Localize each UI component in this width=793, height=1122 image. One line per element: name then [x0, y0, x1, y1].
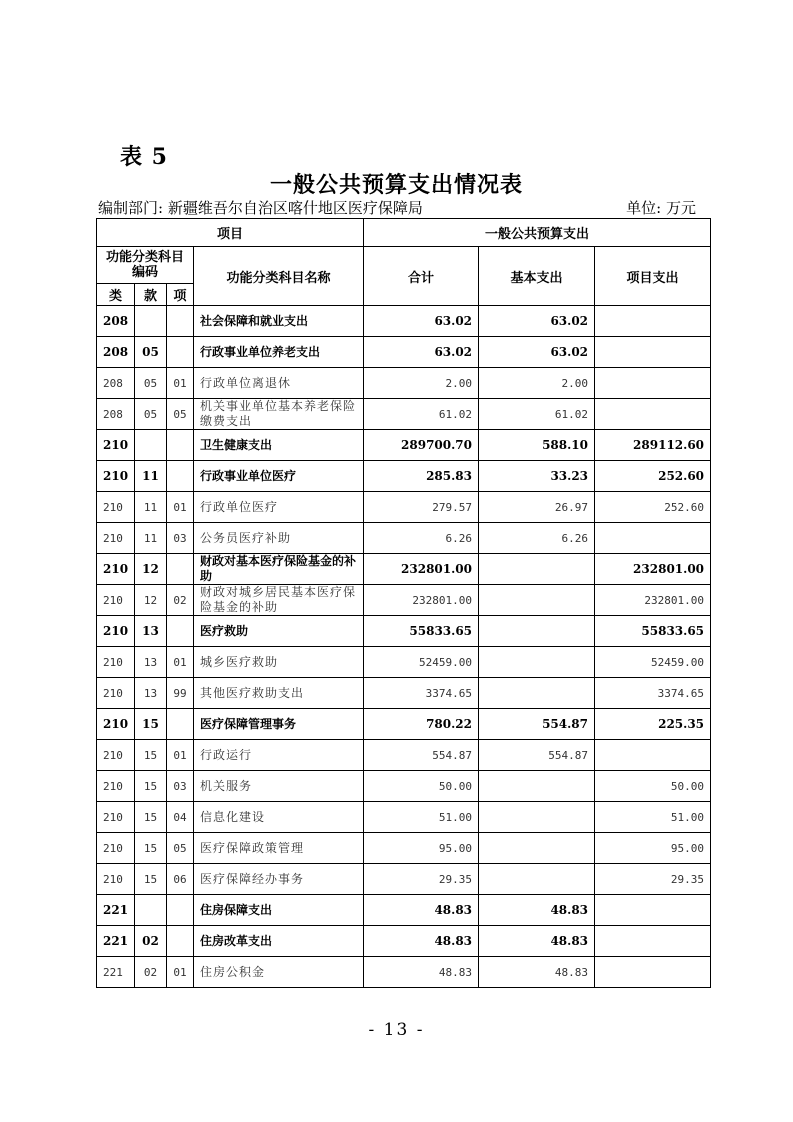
- total-cell: 289700.70: [364, 430, 479, 461]
- code-xiang-cell: 05: [167, 399, 194, 430]
- code-kuan-cell: 02: [135, 926, 167, 957]
- code-xiang-cell: 01: [167, 647, 194, 678]
- code-kuan-cell: 15: [135, 864, 167, 895]
- code-xiang-cell: [167, 306, 194, 337]
- code-lei-cell: 221: [97, 926, 135, 957]
- code-xiang-cell: 99: [167, 678, 194, 709]
- table-row: [97, 802, 711, 833]
- total-cell: 780.22: [364, 709, 479, 740]
- code-kuan-cell: 11: [135, 523, 167, 554]
- basic-expense-cell: [479, 585, 595, 616]
- table-row: [97, 771, 711, 802]
- basic-expense-cell: 554.87: [479, 740, 595, 771]
- total-cell: 63.02: [364, 337, 479, 368]
- code-xiang-cell: [167, 926, 194, 957]
- total-cell: 50.00: [364, 771, 479, 802]
- item-name-cell: 城乡医疗救助: [194, 647, 364, 678]
- table-row: [97, 554, 711, 585]
- code-lei-cell: 208: [97, 368, 135, 399]
- code-lei-cell: 208: [97, 337, 135, 368]
- basic-expense-cell: 6.26: [479, 523, 595, 554]
- code-kuan-cell: 12: [135, 554, 167, 585]
- item-name-cell: 社会保障和就业支出: [194, 306, 364, 337]
- code-xiang-cell: 01: [167, 957, 194, 988]
- code-kuan-cell: 05: [135, 399, 167, 430]
- item-name-cell: 住房改革支出: [194, 926, 364, 957]
- project-expense-cell: 51.00: [595, 802, 711, 833]
- code-lei-cell: 210: [97, 709, 135, 740]
- code-kuan-cell: 05: [135, 368, 167, 399]
- code-lei-cell: 210: [97, 647, 135, 678]
- project-expense-cell: [595, 306, 711, 337]
- code-xiang-cell: 01: [167, 368, 194, 399]
- table-row: [97, 492, 711, 523]
- table-row: [97, 957, 711, 988]
- total-cell: 95.00: [364, 833, 479, 864]
- basic-expense-cell: [479, 678, 595, 709]
- item-name-cell: 医疗保障政策管理: [194, 833, 364, 864]
- item-name-cell: 住房公积金: [194, 957, 364, 988]
- basic-expense-cell: 48.83: [479, 895, 595, 926]
- header-name-col: 功能分类科目名称: [194, 247, 364, 306]
- table-row: [97, 864, 711, 895]
- header-project-expense: 项目支出: [595, 247, 711, 306]
- basic-expense-cell: [479, 647, 595, 678]
- project-expense-cell: [595, 523, 711, 554]
- project-expense-cell: 232801.00: [595, 554, 711, 585]
- code-kuan-cell: 15: [135, 709, 167, 740]
- code-lei-cell: 210: [97, 802, 135, 833]
- table-row: [97, 306, 711, 337]
- code-kuan-cell: [135, 430, 167, 461]
- item-name-cell: 行政单位医疗: [194, 492, 364, 523]
- code-xiang-cell: [167, 337, 194, 368]
- item-name-cell: 医疗保障管理事务: [194, 709, 364, 740]
- code-lei-cell: 210: [97, 740, 135, 771]
- total-cell: 48.83: [364, 895, 479, 926]
- total-cell: 48.83: [364, 926, 479, 957]
- total-cell: 279.57: [364, 492, 479, 523]
- header-lei: 类: [97, 284, 135, 306]
- code-xiang-cell: [167, 554, 194, 585]
- item-name-cell: 行政单位离退休: [194, 368, 364, 399]
- item-name-cell: 机关事业单位基本养老保险缴费支出: [194, 399, 364, 430]
- code-lei-cell: 210: [97, 771, 135, 802]
- code-lei-cell: 221: [97, 957, 135, 988]
- code-xiang-cell: 05: [167, 833, 194, 864]
- code-lei-cell: 221: [97, 895, 135, 926]
- item-name-cell: 财政对基本医疗保险基金的补助: [194, 554, 364, 585]
- total-cell: 2.00: [364, 368, 479, 399]
- header-general-budget: 一般公共预算支出: [364, 219, 711, 247]
- header-code-group: 功能分类科目编码: [97, 247, 194, 284]
- project-expense-cell: 225.35: [595, 709, 711, 740]
- code-kuan-cell: 15: [135, 740, 167, 771]
- total-cell: 51.00: [364, 802, 479, 833]
- project-expense-cell: [595, 337, 711, 368]
- basic-expense-cell: 63.02: [479, 306, 595, 337]
- total-cell: 232801.00: [364, 585, 479, 616]
- total-cell: 554.87: [364, 740, 479, 771]
- project-expense-cell: 50.00: [595, 771, 711, 802]
- project-expense-cell: 29.35: [595, 864, 711, 895]
- basic-expense-cell: [479, 833, 595, 864]
- code-kuan-cell: 02: [135, 957, 167, 988]
- project-expense-cell: [595, 368, 711, 399]
- project-expense-cell: [595, 957, 711, 988]
- project-expense-cell: 252.60: [595, 461, 711, 492]
- item-name-cell: 行政事业单位养老支出: [194, 337, 364, 368]
- item-name-cell: 机关服务: [194, 771, 364, 802]
- item-name-cell: 行政运行: [194, 740, 364, 771]
- code-kuan-cell: 15: [135, 833, 167, 864]
- basic-expense-cell: [479, 616, 595, 647]
- code-kuan-cell: 15: [135, 771, 167, 802]
- item-name-cell: 信息化建设: [194, 802, 364, 833]
- table-row: [97, 399, 711, 430]
- code-kuan-cell: 12: [135, 585, 167, 616]
- code-kuan-cell: 05: [135, 337, 167, 368]
- table-row: [97, 523, 711, 554]
- code-lei-cell: 210: [97, 678, 135, 709]
- item-name-cell: 公务员医疗补助: [194, 523, 364, 554]
- table-body: [97, 306, 711, 988]
- code-kuan-cell: [135, 306, 167, 337]
- table-row: [97, 678, 711, 709]
- code-lei-cell: 210: [97, 616, 135, 647]
- total-cell: 29.35: [364, 864, 479, 895]
- total-cell: 3374.65: [364, 678, 479, 709]
- header-xiang: 项: [167, 284, 194, 306]
- code-lei-cell: 210: [97, 461, 135, 492]
- basic-expense-cell: 588.10: [479, 430, 595, 461]
- code-kuan-cell: 13: [135, 616, 167, 647]
- code-xiang-cell: 02: [167, 585, 194, 616]
- basic-expense-cell: [479, 554, 595, 585]
- table-row: [97, 926, 711, 957]
- table-row: [97, 430, 711, 461]
- budget-table: [96, 218, 711, 988]
- code-kuan-cell: 11: [135, 461, 167, 492]
- code-xiang-cell: 01: [167, 492, 194, 523]
- item-name-cell: 卫生健康支出: [194, 430, 364, 461]
- code-xiang-cell: [167, 895, 194, 926]
- code-lei-cell: 208: [97, 399, 135, 430]
- code-xiang-cell: 01: [167, 740, 194, 771]
- total-cell: 61.02: [364, 399, 479, 430]
- table-row: [97, 647, 711, 678]
- project-expense-cell: [595, 895, 711, 926]
- basic-expense-cell: 554.87: [479, 709, 595, 740]
- code-lei-cell: 210: [97, 492, 135, 523]
- table-row: [97, 461, 711, 492]
- total-cell: 52459.00: [364, 647, 479, 678]
- code-lei-cell: 210: [97, 585, 135, 616]
- code-lei-cell: 210: [97, 523, 135, 554]
- department-label: 编制部门: 新疆维吾尔自治区喀什地区医疗保障局: [98, 199, 423, 217]
- item-name-cell: 住房保障支出: [194, 895, 364, 926]
- table-row: [97, 616, 711, 647]
- table-row: [97, 337, 711, 368]
- table-row: [97, 585, 711, 616]
- basic-expense-cell: 61.02: [479, 399, 595, 430]
- unit-label: 单位: 万元: [626, 199, 696, 217]
- code-kuan-cell: [135, 895, 167, 926]
- total-cell: 63.02: [364, 306, 479, 337]
- project-expense-cell: 252.60: [595, 492, 711, 523]
- total-cell: 232801.00: [364, 554, 479, 585]
- table-row: [97, 895, 711, 926]
- project-expense-cell: [595, 740, 711, 771]
- code-xiang-cell: 03: [167, 771, 194, 802]
- basic-expense-cell: 48.83: [479, 957, 595, 988]
- table-row: [97, 368, 711, 399]
- code-kuan-cell: 13: [135, 647, 167, 678]
- project-expense-cell: 232801.00: [595, 585, 711, 616]
- header-kuan: 款: [135, 284, 167, 306]
- item-name-cell: 医疗救助: [194, 616, 364, 647]
- item-name-cell: 行政事业单位医疗: [194, 461, 364, 492]
- code-kuan-cell: 11: [135, 492, 167, 523]
- item-name-cell: 医疗保障经办事务: [194, 864, 364, 895]
- project-expense-cell: 55833.65: [595, 616, 711, 647]
- basic-expense-cell: 2.00: [479, 368, 595, 399]
- basic-expense-cell: [479, 771, 595, 802]
- table-label: 表 5: [120, 144, 168, 170]
- code-xiang-cell: 04: [167, 802, 194, 833]
- code-lei-cell: 210: [97, 833, 135, 864]
- header-project: 项目: [97, 219, 364, 247]
- code-kuan-cell: 15: [135, 802, 167, 833]
- code-xiang-cell: [167, 616, 194, 647]
- code-xiang-cell: 06: [167, 864, 194, 895]
- total-cell: 55833.65: [364, 616, 479, 647]
- project-expense-cell: [595, 399, 711, 430]
- project-expense-cell: 289112.60: [595, 430, 711, 461]
- project-expense-cell: 3374.65: [595, 678, 711, 709]
- basic-expense-cell: 26.97: [479, 492, 595, 523]
- basic-expense-cell: [479, 802, 595, 833]
- code-lei-cell: 210: [97, 554, 135, 585]
- code-lei-cell: 208: [97, 306, 135, 337]
- basic-expense-cell: 48.83: [479, 926, 595, 957]
- header-total: 合计: [364, 247, 479, 306]
- project-expense-cell: 95.00: [595, 833, 711, 864]
- project-expense-cell: 52459.00: [595, 647, 711, 678]
- table-row: [97, 740, 711, 771]
- item-name-cell: 财政对城乡居民基本医疗保险基金的补助: [194, 585, 364, 616]
- page-number: - 13 -: [368, 1020, 425, 1040]
- basic-expense-cell: 63.02: [479, 337, 595, 368]
- item-name-cell: 其他医疗救助支出: [194, 678, 364, 709]
- code-kuan-cell: 13: [135, 678, 167, 709]
- basic-expense-cell: 33.23: [479, 461, 595, 492]
- header-basic: 基本支出: [479, 247, 595, 306]
- total-cell: 6.26: [364, 523, 479, 554]
- table-row: [97, 709, 711, 740]
- basic-expense-cell: [479, 864, 595, 895]
- code-xiang-cell: 03: [167, 523, 194, 554]
- code-lei-cell: 210: [97, 430, 135, 461]
- document-title: 一般公共预算支出情况表: [269, 172, 523, 198]
- total-cell: 285.83: [364, 461, 479, 492]
- code-xiang-cell: [167, 430, 194, 461]
- code-xiang-cell: [167, 461, 194, 492]
- table-row: [97, 833, 711, 864]
- project-expense-cell: [595, 926, 711, 957]
- code-xiang-cell: [167, 709, 194, 740]
- total-cell: 48.83: [364, 957, 479, 988]
- code-lei-cell: 210: [97, 864, 135, 895]
